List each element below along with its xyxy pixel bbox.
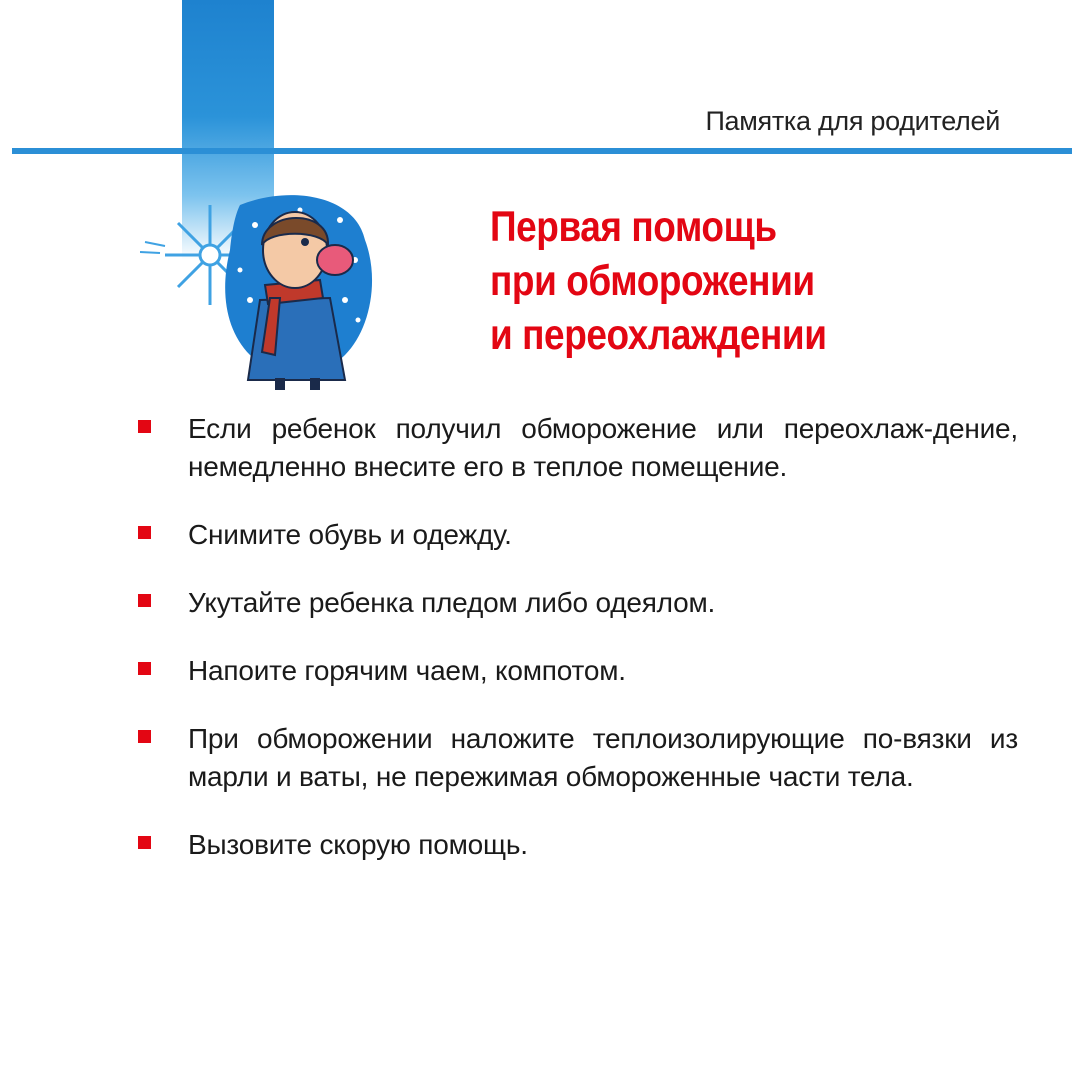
first-aid-list xyxy=(138,410,1018,894)
title-line: и переохлаждении xyxy=(490,311,827,359)
page-title xyxy=(490,200,827,362)
list-item-text: При обморожении наложите теплоизолирующие по-вязки из марли и ваты, не пережимая обмороженные части тела. xyxy=(188,723,1018,792)
bullet-icon xyxy=(138,836,151,849)
list-item xyxy=(138,826,1018,864)
leaflet-subtitle: Памятка для родителей xyxy=(705,106,1000,136)
list-item xyxy=(138,720,1018,796)
list-item-text: Если ребенок получил обморожение или переохлаж-дение, немедленно внесите его в теплое помещение. xyxy=(188,413,1018,482)
list-item-text: Вызовите скорую помощь. xyxy=(188,829,528,860)
list-item-text: Укутайте ребенка пледом либо одеялом. xyxy=(188,587,716,618)
bullet-icon xyxy=(138,594,151,607)
title-line: Первая помощь xyxy=(490,203,777,251)
list-item-text: Снимите обувь и одежду. xyxy=(188,519,512,550)
bullet-icon xyxy=(138,420,151,433)
bullet-icon xyxy=(138,526,151,539)
list-item xyxy=(138,652,1018,690)
bullet-icon xyxy=(138,730,151,743)
bullet-icon xyxy=(138,662,151,675)
header-rule xyxy=(12,148,1072,154)
list-item xyxy=(138,584,1018,622)
frozen-child-illustration xyxy=(140,180,390,390)
title-line: при обморожении xyxy=(490,257,815,305)
list-item-text: Напоите горячим чаем, компотом. xyxy=(188,655,626,686)
list-item xyxy=(138,410,1018,486)
list-item xyxy=(138,516,1018,554)
